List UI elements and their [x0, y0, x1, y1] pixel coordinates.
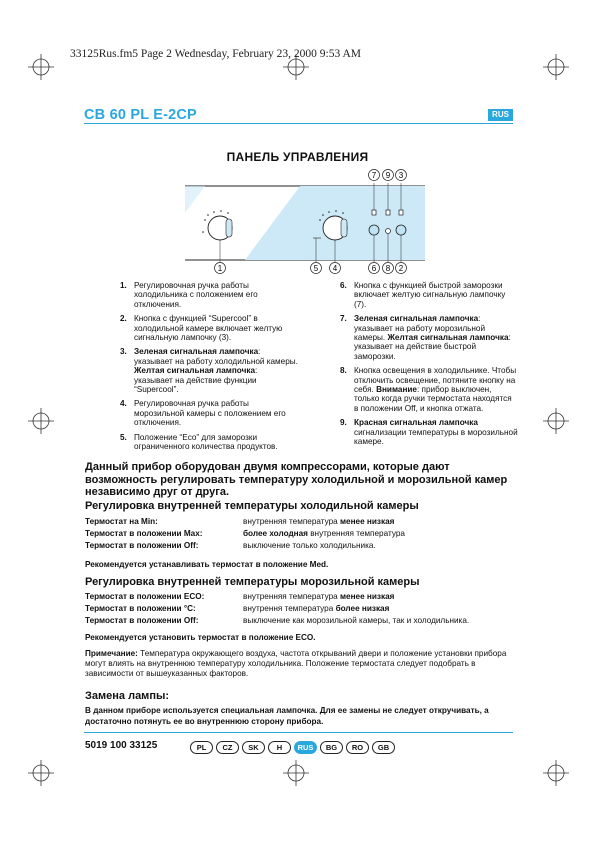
svg-text:9: 9: [385, 171, 391, 180]
svg-text:7: 7: [371, 171, 377, 180]
language-pill-ro: RO: [346, 741, 369, 754]
language-pill-sk: SK: [242, 741, 265, 754]
svg-text:8: 8: [385, 264, 391, 273]
callout-7: [369, 170, 380, 181]
crop-mark-bottom-right: [543, 760, 569, 786]
callout-8: [383, 263, 394, 274]
callout-6: [369, 263, 380, 274]
table-row: Термостат в положении Max: более холодная внутренняя температура: [85, 529, 405, 538]
crop-mark-top-left: [28, 54, 54, 80]
file-info-line: 33125Rus.fm5 Page 2 Wednesday, February 23, 2000 9:53 AM: [70, 48, 362, 60]
items-left-column: [120, 281, 298, 457]
table-row: Термостат в положении °C: внутрення температура более низкая: [85, 604, 390, 613]
language-badge: RUS: [488, 109, 513, 121]
intro-paragraph: Данный прибор оборудован двумя компрессорами, которые дают возможность регулировать температуру холодильной и морозильной камер независимо друг от друга.: [85, 461, 508, 498]
freezer-section-heading: Регулировка внутренней температуры морозильной камеры: [85, 576, 420, 588]
crop-mark-bottom-center: [283, 760, 309, 786]
language-pill-cz: CZ: [216, 741, 239, 754]
callout-5: [311, 263, 322, 274]
table-row: Термостат в положении Off: выключение только холодильника.: [85, 541, 376, 550]
control-panel-diagram: [185, 168, 425, 278]
table-row: Термостат в положении Off: выключение как морозильной камеры, так и холодильника.: [85, 616, 470, 625]
svg-text:2: 2: [398, 264, 404, 273]
callout-2: [396, 263, 407, 274]
lamp-paragraph: В данном приборе используется специальная лампочка. Для ее замены не следует откручивать, а достаточно потянуть ее во внутреннюю сторону прибора.: [85, 706, 489, 726]
crop-mark-top-right: [543, 54, 569, 80]
list-item: 7. Зеленая сигнальная лампочка: указывает на работу морозильной камеры. Желтая сигнальная лампочка: указывает на действие быстрой заморозки.: [340, 314, 511, 361]
footer-rule: [84, 732, 513, 733]
svg-text:1: 1: [217, 264, 223, 273]
svg-text:3: 3: [398, 171, 404, 180]
svg-text:6: 6: [371, 264, 377, 273]
fridge-thermostat-knob: [202, 210, 232, 240]
callout-3: [396, 170, 407, 181]
list-item: 6. Кнопка с функцией быстрой заморозки включает желтую сигнальную лампочку (7).: [340, 281, 506, 309]
language-pill-bg: BG: [320, 741, 343, 754]
list-item: 8. Кнопка освещения в холодильнике. Чтобы отключить освещение, потяните кнопку на себя. Внимание: прибор выключен, только когда ручки термостата находятся в положении Off, и кнопка отжата.: [340, 366, 517, 413]
language-pill-pl: PL: [190, 741, 213, 754]
crop-mark-mid-right: [543, 408, 569, 434]
list-item: 2. Кнопка с функцией “Supercool” в холодильной камере включает желтую сигнальную лампочку (3).: [120, 314, 283, 343]
svg-text:4: 4: [332, 264, 338, 273]
callout-1: [215, 263, 226, 274]
product-code: 5019 100 33125: [85, 740, 158, 751]
note-paragraph: Примечание: Температура окружающего воздуха, частота открываний двери и положение установки прибора могут влиять на внутреннюю температуру холодильника. Положение термостата следует подобрать в зависимости от вышеуказанных факторов.: [85, 649, 507, 679]
crop-mark-bottom-left: [28, 760, 54, 786]
fridge-recommendation: Рекомендуется устанавливать термостат в положение Med.: [85, 560, 329, 569]
list-item: 9. Красная сигнальная лампочка сигнализации температуры в морозильной камере.: [340, 418, 518, 447]
callout-4: [330, 263, 341, 274]
language-pill-gb: GB: [372, 741, 395, 754]
lamp-section-heading: Замена лампы:: [85, 690, 170, 702]
language-pill-h: H: [268, 741, 291, 754]
list-item: 3. Зеленая сигнальная лампочка: указывает на работу холодильной камеры. Желтая сигнальная лампочка: указывает на действие функции “Supercool”.: [120, 347, 298, 395]
table-row: Термостат в положении ECO: внутренняя температура менее низкая: [85, 592, 395, 601]
header-rule: [84, 123, 513, 124]
model-title: CB 60 PL E-2CP: [84, 107, 197, 123]
list-item: 1. Регулировочная ручка работы холодильника с положением его отключения.: [120, 281, 258, 309]
items-right-column: [340, 281, 518, 452]
panel-title: ПАНЕЛЬ УПРАВЛЕНИЯ: [226, 150, 369, 164]
table-row: Термостат на Min: внутренняя температура менее низкая: [85, 517, 395, 526]
language-selector: [190, 741, 395, 754]
list-item: 4. Регулировочная ручка работы морозильной камеры с положением его отключения.: [120, 399, 286, 428]
list-item: 5. Положение “Eco” для заморозки ограниченного количества продуктов.: [120, 432, 278, 452]
svg-text:5: 5: [313, 264, 319, 273]
freezer-recommendation: Рекомендуется установить термостат в положение ECO.: [85, 633, 316, 642]
crop-mark-mid-left: [28, 408, 54, 434]
fridge-section-heading: Регулировка внутренней температуры холодильной камеры: [85, 500, 419, 512]
callout-9: [383, 170, 394, 181]
language-pill-rus: RUS: [294, 741, 317, 754]
